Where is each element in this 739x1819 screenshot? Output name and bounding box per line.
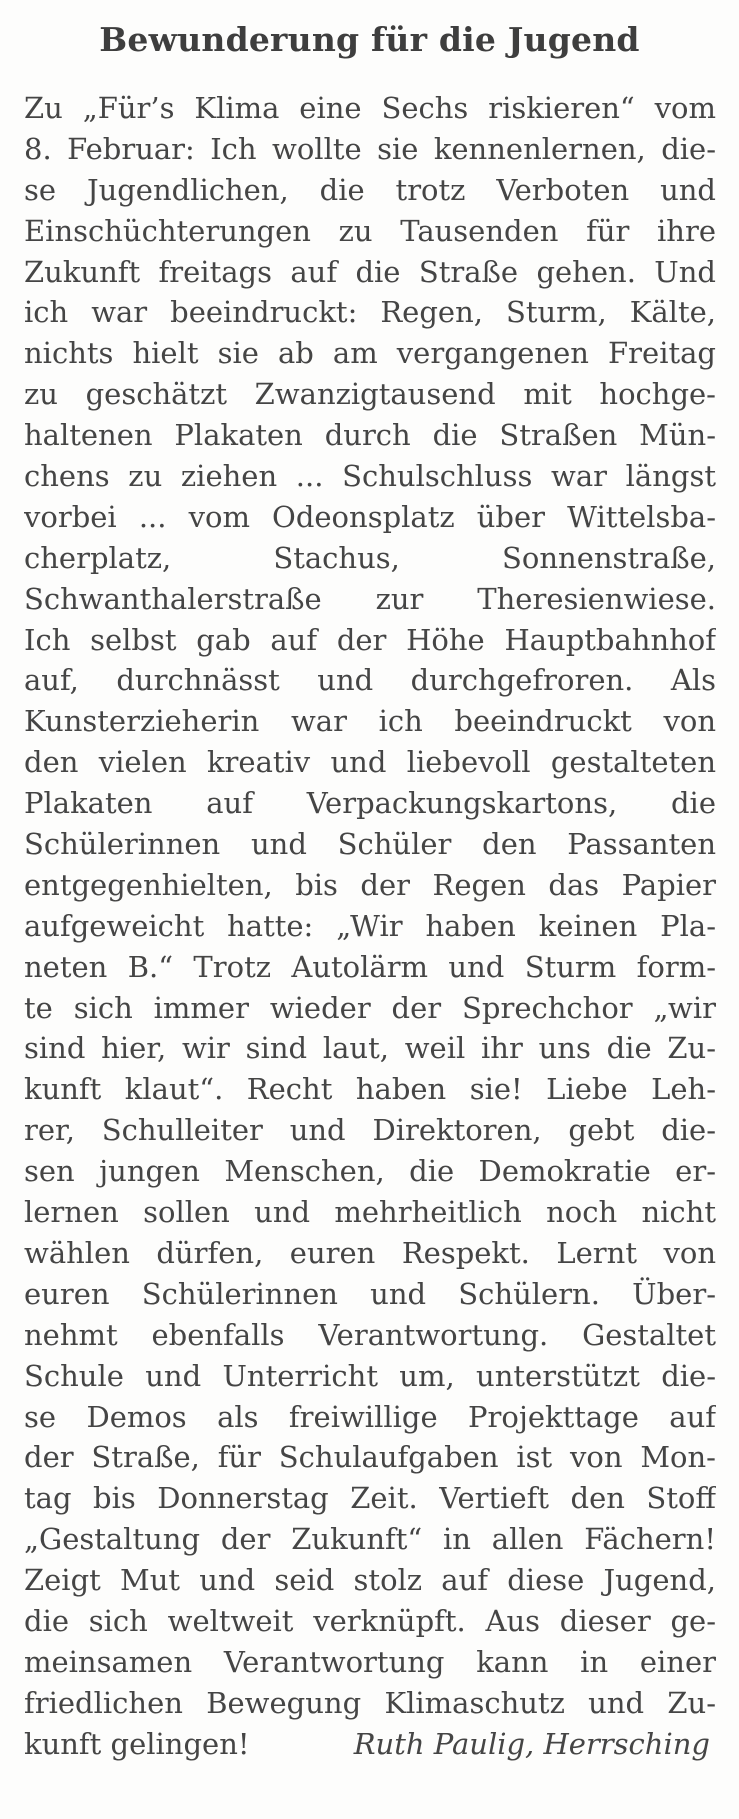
body-line: entgegenhielten, bis der Regen das Papier [24,867,716,902]
body-line: sind hier, wir sind laut, weil ihr uns die Zu- [24,1031,716,1066]
body-line: lernen sollen und mehrheitlich noch nicht [24,1195,716,1230]
body-line: tag bis Donnerstag Zeit. Vertieft den Stoff [24,1481,716,1516]
body-line: wählen dürfen, euren Respekt. Lernt von [24,1235,716,1270]
body-line: se Demos als freiwillige Projekttage auf [24,1399,716,1434]
body-line: die sich weltweit verknüpft. Aus dieser ge- [24,1603,716,1638]
body-line: sen jungen Menschen, die Demokratie er- [24,1154,716,1189]
body-line: se Jugendlichen, die trotz Verboten und [24,172,716,207]
body-line: aufgeweicht hatte: „Wir haben keinen Pla- [24,908,716,943]
body-line: haltenen Plakaten durch die Straßen Mün- [24,418,716,453]
body-line: Kunsterzieherin war ich beeindruckt von [24,704,716,739]
body-line: 8. Februar: Ich wollte sie kennenlernen, die- [24,131,716,166]
body-line: Zu „Für’s Klima eine Sechs riskieren“ vom [24,91,716,125]
body-line: Zukunft freitags auf die Straße gehen. Und [24,254,716,289]
article-body [24,88,716,1765]
body-line: der Straße, für Schulaufgaben ist von Mon- [24,1440,716,1475]
body-line: Plakaten auf Verpackungskartons, die [24,786,716,821]
body-line: Schülerinnen und Schüler den Passanten [24,827,716,862]
body-line: vorbei ... vom Odeonsplatz über Wittelsba- [24,499,716,534]
body-line: kunft klaut“. Recht haben sie! Liebe Leh- [24,1072,716,1107]
body-line: meinsamen Verantwortung kann in einer [24,1644,716,1679]
body-line: Ich selbst gab auf der Höhe Hauptbahnhof [24,622,716,657]
closing-line [24,1724,716,1765]
article-headline: Bewunderung für die Jugend [99,20,640,59]
body-line: den vielen kreativ und liebevoll gestalteten [24,745,716,780]
body-line: euren Schülerinnen und Schülern. Über- [24,1276,716,1311]
body-line: cherplatz, Stachus, Sonnenstraße, [24,540,716,575]
body-line: zu geschätzt Zwanzigtausend mit hochge- [24,377,716,412]
body-line: te sich immer wieder der Sprechchor „wir [24,990,716,1025]
body-line: nichts hielt sie ab am vergangenen Freitag [24,336,716,371]
body-line: rer, Schulleiter und Direktoren, gebt die- [24,1113,716,1148]
body-line: nehmt ebenfalls Verantwortung. Gestaltet [24,1317,716,1352]
body-line: chens zu ziehen ... Schulschluss war längst [24,459,716,494]
body-line: Zeigt Mut und seid stolz auf diese Jugend, [24,1563,716,1598]
body-line: „Gestaltung der Zukunft“ in allen Fächern! [24,1522,716,1557]
closing-text: kunft gelingen! [24,1726,250,1761]
body-line: Schwanthalerstraße zur Theresienwiese. [24,581,716,616]
body-line: friedlichen Bewegung Klimaschutz und Zu- [24,1685,716,1720]
author-signature: Ruth Paulig, Herrsching [353,1726,710,1761]
body-line: ich war beeindruckt: Regen, Sturm, Kälte, [24,295,716,330]
body-line: Einschüchterungen zu Tausenden für ihre [24,213,716,248]
body-line: auf, durchnässt und durchgefroren. Als [24,663,716,698]
body-line: neten B.“ Trotz Autolärm und Sturm form- [24,949,716,984]
body-line: Schule und Unterricht um, unterstützt die- [24,1358,716,1393]
